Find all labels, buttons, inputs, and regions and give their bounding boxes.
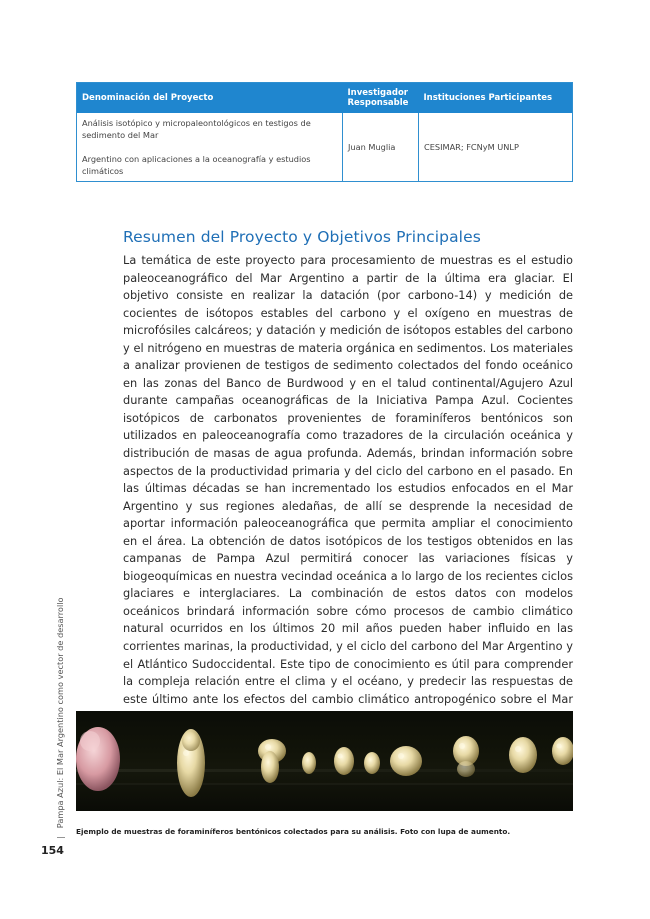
header-project-name: Denominación del Proyecto (77, 83, 343, 113)
table-row (77, 113, 573, 182)
institutions-cell: CESIMAR; FCNyM UNLP (419, 113, 573, 182)
header-investigator: Investigador Responsable (343, 83, 419, 113)
foraminifera-photo (76, 711, 573, 811)
investigator-cell: Juan Muglia (343, 113, 419, 182)
project-name-2: Argentino con aplicaciones a la oceanografía y estudios climáticos (82, 153, 311, 176)
table-header-row (77, 83, 573, 113)
project-name-cell (77, 113, 343, 182)
project-name-1: Análisis isotópico y micropaleontológicos en testigos de sedimento del Mar (82, 117, 311, 140)
sidebar-text: Pampa Azul: El Mar Argentino como vector de desarrollo (55, 597, 65, 829)
header-institutions: Instituciones Participantes (419, 83, 573, 113)
project-table (76, 82, 573, 182)
figure-caption: Ejemplo de muestras de foraminíferos bentónicos colectados para su análisis. Foto con lupa de aumento. (76, 827, 511, 836)
sidebar-running-title (52, 599, 68, 839)
page-number: 154 (41, 844, 64, 857)
sidebar-separator: | (55, 836, 65, 839)
foraminifera-illustration (76, 711, 573, 811)
section-title: Resumen del Proyecto y Objetivos Principales (123, 228, 481, 246)
body-text: La temática de este proyecto para procesamiento de muestras es el estudio paleoceanográfico del Mar Argentino a partir de la última era glaciar. El objetivo consiste en realizar la datación (por carbono-14) y medición de cocientes de isótopos estables del carbono y el oxígeno en muestras de microfósiles calcáreos; y datación y medición de isótopos estables del carbono y el nitrógeno en muestras de materia orgánica en sedimentos. Los materiales a analizar provienen de testigos de sedimento colectados del fondo oceánico en las zonas del Banco de Burdwood y en el talud continental/Agujero Azul durante campañas oceanográficas de la Iniciativa Pampa Azul. Cocientes isotópicos de carbonatos provenientes de foraminíferos bentónicos son utilizados en paleoceanografía como trazadores de la circulación oceánica y distribución de masas de agua profunda. Además, brindan información sobre aspectos de la productividad primaria y del ciclo del carbono en el pasado. En las últimas décadas se han incrementado los estudios enfocados en el Mar Argentino y sus regiones aledañas, de allí se desprende la necesidad de aportar información paleoceanográfica que permita ampliar el conocimiento en el área. La obtención de datos isotópicos de los testigos obtenidos en las campanas de Pampa Azul permitirá conocer las variaciones físicas y biogeoquímicas en nuestra vecindad oceánica a lo largo de los recientes ciclos glaciares e interglaciares. La combinación de estos datos con modelos oceánicos brindará información sobre cómo procesos de cambio climático natural ocurridos en los últimos 20 mil años pueden haber influido en las corrientes marinas, la productividad, y el ciclo del carbono del Mar Argentino y el Atlántico Sudoccidental. Este tipo de conocimiento es útil para comprender la compleja relación entre el clima y el océano, y predecir las respuestas de este último ante los efectos del cambio climático antropogénico sobre el Mar (123, 253, 573, 706)
